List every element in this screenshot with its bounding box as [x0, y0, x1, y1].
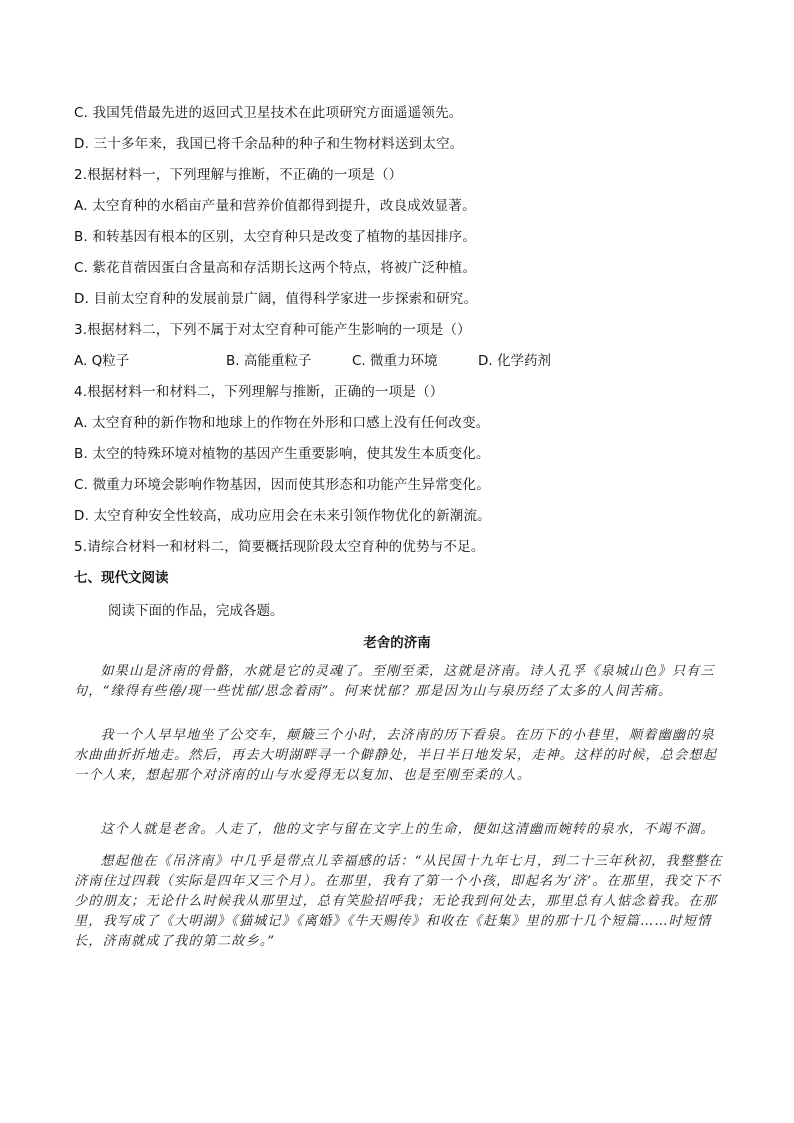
essay-paragraph-4: 想起他在《吊济南》中几乎是带点儿幸福感的话：“从民国十九年七月，到二十三年秋初，我整整在济南住过四载（实际是四年又三个月）。在那里，我有了第一个小孩，即起名为‘济’。在那里，我交下不少的朋友；无论什么时候我从那里过，总有笑脸招呼我；无论我到何处去，那里总有人惦念着我。在那里，我写成了《大明湖》《猫城记》《离婚》《牛天赐传》和收在《赶集》里的那十几个短篇……时短情长，济南就成了我的第二故乡。”	[74, 854, 723, 949]
q2-option-d: D. 目前太空育种的发展前景广阔，值得科学家进一步探索和研究。	[74, 291, 478, 307]
article-title: 老舍的济南	[363, 635, 431, 651]
q1-option-c: C. 我国凭借最先进的返回式卫星技术在此项研究方面遥遥领先。	[74, 105, 463, 121]
q4-option-c: C. 微重力环境会影响作物基因，因而使其形态和功能产生异常变化。	[74, 477, 490, 493]
q4-option-b: B. 太空的特殊环境对植物的基因产生重要影响，使其发生本质变化。	[74, 446, 490, 462]
reading-instruction: 阅读下面的作品，完成各题。	[108, 603, 284, 619]
q4-stem: 4.根据材料一和材料二，下列理解与推断，正确的一项是（）	[74, 384, 444, 400]
q1-option-d: D. 三十多年来，我国已将千余品种的种子和生物材料送到太空。	[74, 136, 464, 152]
q2-option-b: B. 和转基因有根本的区别，太空育种只是改变了植物的基因排序。	[74, 229, 477, 245]
section-heading: 七、现代文阅读	[74, 570, 169, 586]
q5-stem: 5.请综合材料一和材料二，简要概括现阶段太空育种的优势与不足。	[74, 539, 485, 555]
q2-option-a: A. 太空育种的水稻亩产量和营养价值都得到提升，改良成效显著。	[74, 198, 476, 214]
q3-option-b: B. 高能重粒子	[226, 353, 312, 369]
q3-options	[74, 351, 714, 371]
q4-option-a: A. 太空育种的新作物和地球上的作物在外形和口感上没有任何改变。	[74, 415, 490, 431]
q3-stem: 3.根据材料二，下列不属于对太空育种可能产生影响的一项是（）	[74, 322, 471, 338]
essay-paragraph-2: 我一个人早早地坐了公交车，颠簸三个小时，去济南的历下看泉。在历下的小巷里，顺着幽幽的泉水曲曲折折地走。然后，再去大明湖畔寻一个僻静处，半日半日地发呆，走神。这样的时候，总会想起一个人来，想起那个对济南的山与水爱得无以复加、也是至刚至柔的人。	[74, 728, 717, 783]
essay-paragraph-3: 这个人就是老舍。人走了，他的文字与留在文字上的生命，便如这清幽而婉转的泉水，不竭不涸。	[100, 822, 715, 837]
q3-option-d: D. 化学药剂	[478, 353, 551, 369]
q3-option-a: A. Q粒子	[74, 353, 130, 369]
q2-option-c: C. 紫花苜蓿因蛋白含量高和存活期长这两个特点，将被广泛种植。	[74, 260, 477, 276]
q2-stem: 2.根据材料一，下列理解与推断，不正确的一项是（）	[74, 167, 403, 183]
q4-option-d: D. 太空育种安全性较高，成功应用会在未来引领作物优化的新潮流。	[74, 508, 491, 524]
essay-paragraph-1: 如果山是济南的骨骼，水就是它的灵魂了。至刚至柔，这就是济南。诗人孔孚《泉城山色》只有三句，“缘得有些倦/现一些忧郁/思念着雨”。何来忧郁？那是因为山与泉历经了太多的人间苦痛。	[74, 664, 715, 699]
q3-option-c: C. 微重力环境	[352, 353, 438, 369]
